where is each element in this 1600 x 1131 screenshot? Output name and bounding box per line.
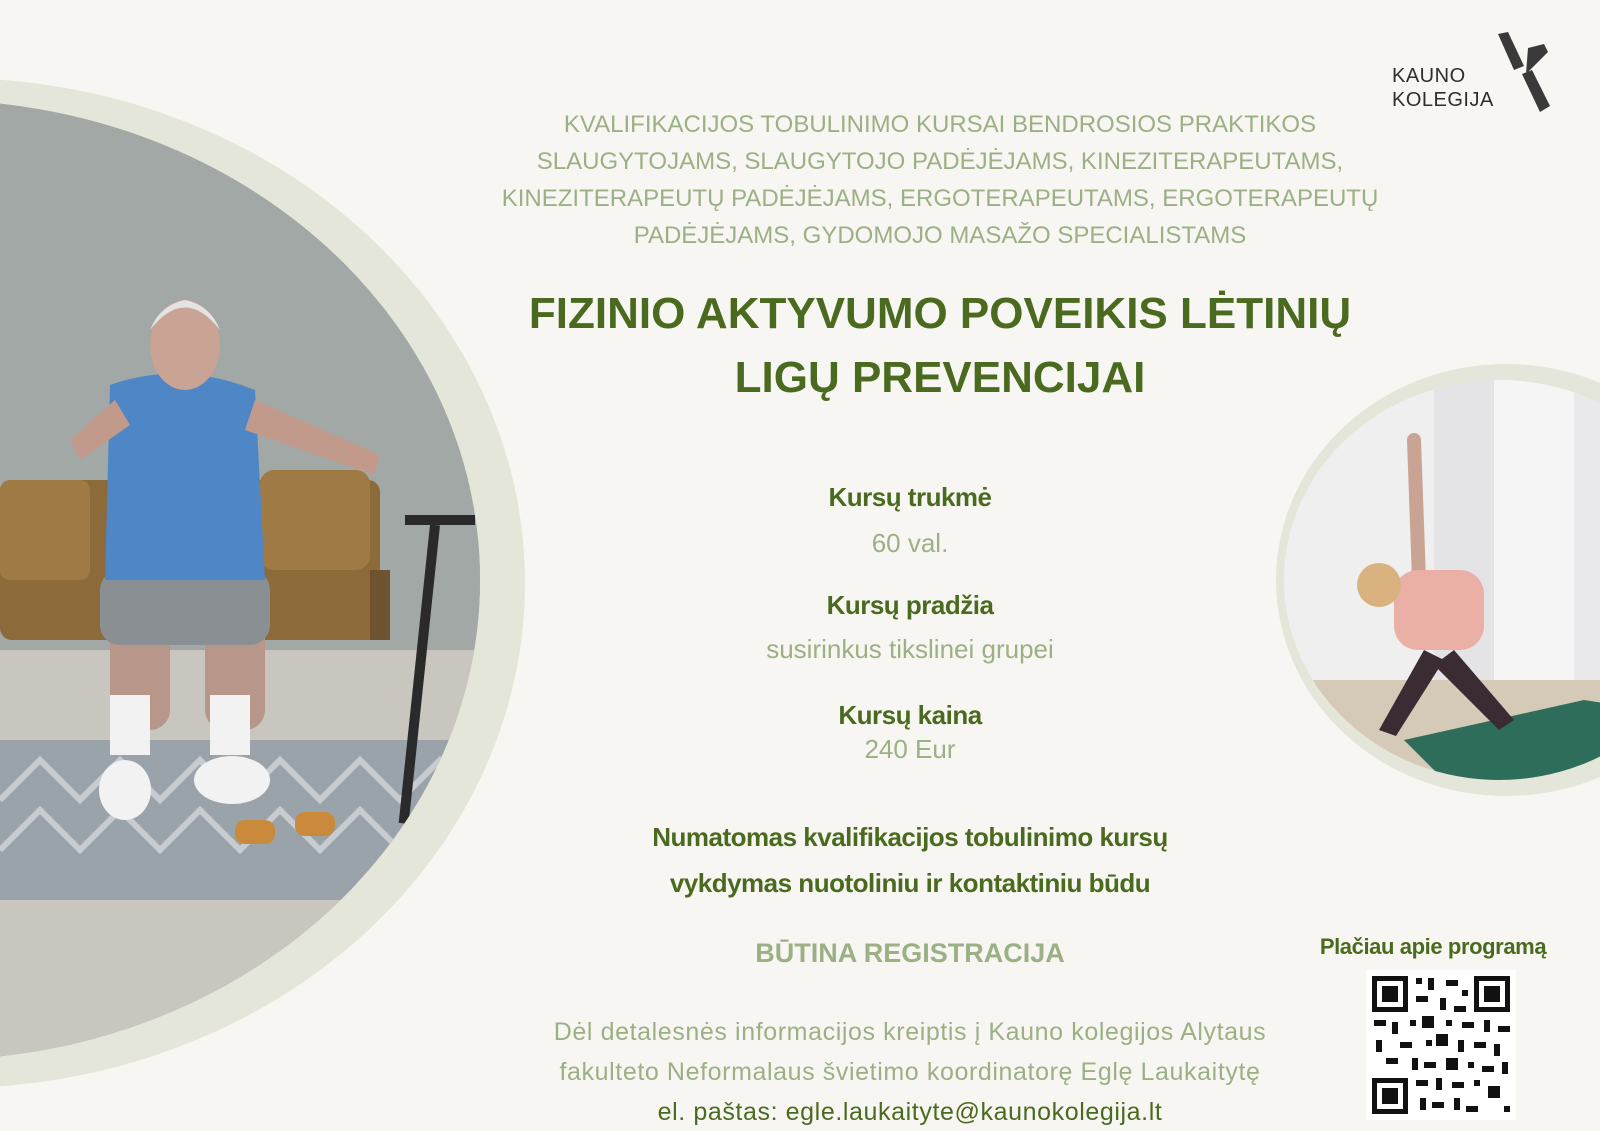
subtitle-line: KINEZITERAPEUTŲ PADĖJĖJAMS, ERGOTERAPEUTAMS, ERGOTERAPEUTŲ xyxy=(501,185,1379,212)
qr-code[interactable] xyxy=(1366,970,1516,1120)
logo-k-mark-icon xyxy=(1492,30,1554,114)
duration-value: 60 val. xyxy=(871,528,949,558)
logo-line-2: KOLEGIJA xyxy=(1392,89,1494,111)
logo-line-1: KAUNO xyxy=(1392,65,1466,87)
contact-info xyxy=(380,1012,1440,1131)
subtitle-line: KVALIFIKACIJOS TOBULINIMO KURSAI BENDROSIOS PRAKTIKOS xyxy=(563,111,1317,138)
delivery-line: Numatomas kvalifikacijos tobulinimo kursų xyxy=(652,822,1168,852)
price-value: 240 Eur xyxy=(864,734,956,764)
delivery-line: vykdymas nuotoliniu ir kontaktiniu būdu xyxy=(669,868,1151,898)
title-line: LIGŲ PREVENCIJAI xyxy=(734,353,1146,402)
contact-line: Dėl detalesnės informacijos kreiptis į Kauno kolegijos Alytaus xyxy=(553,1018,1267,1046)
photo-senior-man-squatting xyxy=(0,100,480,1060)
contact-line: fakulteto Neformalaus švietimo koordinatorę Eglę Laukaitytę xyxy=(559,1058,1261,1086)
registration-required: BŪTINA REGISTRACIJA xyxy=(755,938,1065,968)
course-title xyxy=(400,282,1480,410)
photo-woman-stretching xyxy=(1284,380,1600,780)
email-link[interactable]: el. paštas: egle.laukaityte@kaunokolegija.lt xyxy=(657,1098,1163,1126)
price-label: Kursų kaina xyxy=(838,700,982,730)
qr-code-icon xyxy=(1366,970,1516,1120)
course-audience-subtitle xyxy=(440,106,1440,254)
start-value: susirinkus tikslinei grupei xyxy=(766,634,1054,664)
duration-label: Kursų trukmė xyxy=(828,482,992,512)
delivery-mode xyxy=(540,814,1280,906)
subtitle-line: SLAUGYTOJAMS, SLAUGYTOJO PADĖJĖJAMS, KINEZITERAPEUTAMS, xyxy=(536,148,1344,175)
title-line: FIZINIO AKTYVUMO POVEIKIS LĖTINIŲ xyxy=(528,289,1352,338)
qr-label: Plačiau apie programą xyxy=(1319,934,1547,959)
logo-text xyxy=(1392,64,1494,112)
start-label: Kursų pradžia xyxy=(826,590,994,620)
subtitle-line: PADĖJĖJAMS, GYDOMOJO MASAŽO SPECIALISTAMS xyxy=(633,222,1247,249)
